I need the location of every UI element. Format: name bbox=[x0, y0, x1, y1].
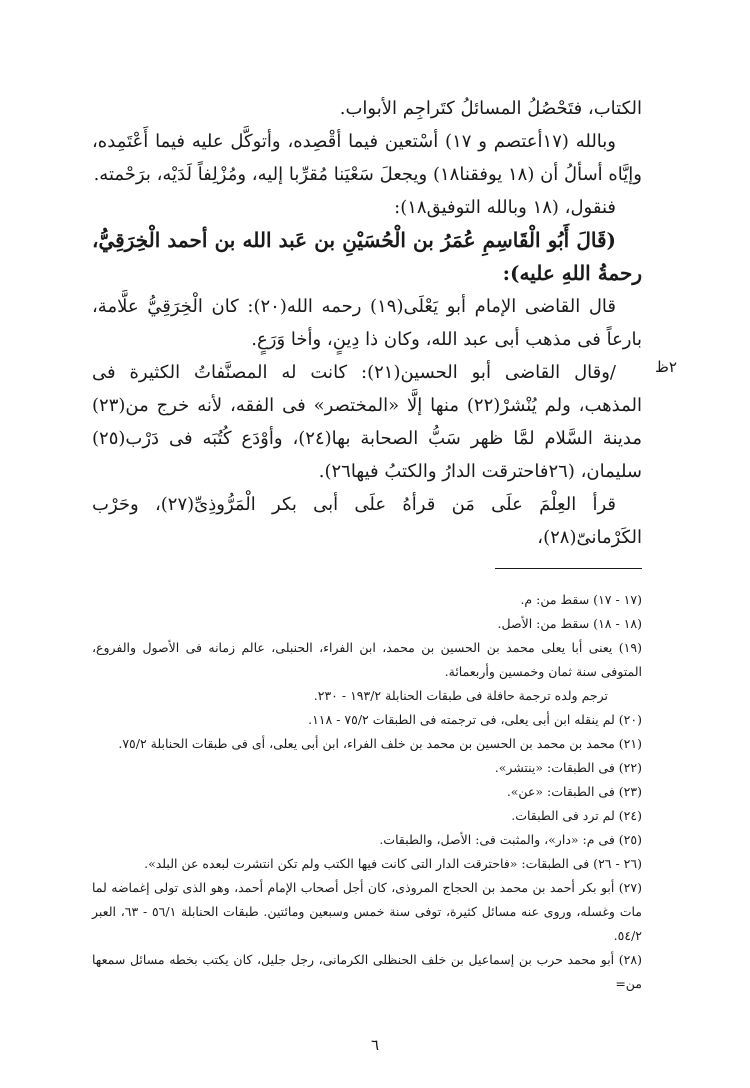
text-line-3: فنقول، (١٨ وبالله التوفيق١٨): bbox=[394, 197, 616, 218]
footnote: (٢١) محمد بن محمد بن الحسين بن محمد بن خلف الفراء، ابن أبى يعلى، أى فى طبقات الحنابلة ٧٥/٢. bbox=[118, 736, 642, 751]
main-text bbox=[92, 92, 642, 554]
footnote: (١٧ - ١٧) سقط من: م. bbox=[520, 592, 642, 607]
footnote: (٢٢) فى الطبقات: «ينتشر». bbox=[494, 760, 642, 775]
footnote: (٢٦ - ٢٦) فى الطبقات: «فاحترقت الدار التى كانت فيها الكتب ولم تكن انتشرت لبعده عن البلد». bbox=[144, 856, 642, 871]
footnote-divider bbox=[495, 568, 642, 569]
footnote: (٢٤) لم ترد فى الطبقات. bbox=[511, 808, 642, 823]
footnote: (٢٨) أبو محمد حرب بن إسماعيل بن خلف الحنظلى الكرمانى، رجل جليل، كان يكتب بخطه مسائل سمعها من= bbox=[92, 952, 642, 991]
footnote: (٢٣) فى الطبقات: «عن». bbox=[506, 784, 642, 799]
footnote-continuation: ترجم ولده ترجمة حافلة فى طبقات الحنابلة ١٩٣/٢ - ٢٣٠. bbox=[313, 688, 608, 703]
footnote: (٢٠) لم ينقله ابن أبى يعلى، فى ترجمته فى الطبقات ٧٥/٢ - ١١٨. bbox=[308, 712, 642, 727]
text-line-1: الكتاب، فتَحْصُلُ المسائلُ كتَراجِم الأبواب. bbox=[339, 98, 642, 119]
footnote: (٢٧) أبو بكر أحمد بن محمد بن الحجاج المروذى، كان أجل أصحاب الإمام أحمد، وهو الذى تولى إغماضه لما مات وغسله، وروى عنه مسائل كثيرة، توفى سنة خمس وسبعين ومائتين. طبقات الحنابلة ٥٦/١ - ٦٣، العبر ٥٤/٢. bbox=[92, 880, 642, 943]
footnote: (٢٥) فى م: «دار»، والمثبت فى: الأصل، والطبقات. bbox=[379, 832, 642, 847]
footnote: (١٩) يعنى أبا يعلى محمد بن الحسين بن محمد، ابن الفراء، الحنبلى، عالم زمانه فى الأصول والفروع، المتوفى سنة ثمان وخمسين وأربعمائة. bbox=[92, 640, 642, 679]
page-number: ٦ bbox=[370, 1036, 380, 1054]
paragraph-1: قال القاضى الإمام أبو يَعْلَى(١٩) رحمه الله(٢٠): كان الْخِرَقِيُّ علَّامة، بارعاً فى مذهب أبى عبد الله، وكان ذا دِينٍ، وأخا وَرَعٍ. bbox=[92, 296, 642, 350]
paragraph-2: /وقال القاضى أبو الحسين(٢١): كانت له المصنَّفاتُ الكثيرة فى المذهب، ولم يُنْشرْ(٢٢) منها إلَّا «المختصر» فى الفقه، لأنه خرج من(٢٣) مدينة السَّلام لمَّا ظهر سَبُّ الصحابة بها(٢٤)، وأوْدَع كُتُبَه فى دَرْب(٢٥) سليمان، (٢٦فاحترقت الدارُ والكتبُ فيها٢٦). bbox=[92, 362, 642, 482]
paragraph-3: قرأ العِلْمَ علَى مَن قرأهُ علَى أبى بكر الْمَرُّوذِىِّ(٢٧)، وحَرْب الكَرْمانىّ(٢٨)، bbox=[92, 494, 642, 548]
footnote: (١٨ - ١٨) سقط من: الأصل. bbox=[497, 616, 642, 631]
folio-margin-note: ٢ظ bbox=[655, 358, 677, 376]
footnotes bbox=[92, 588, 642, 996]
section-heading: (قَالَ أَبُو الْقَاسِمِ عُمَرُ بن الْحُسَيْنِ بن عَبد الله بن أحمد الْخِرَقِيُّ، رحمةُ اللهِ عليه): bbox=[92, 228, 642, 285]
text-line-2: وبالله (١٧أعتصم و ١٧) أسْتعين فيما أقْصِده، وأتوكَّل عليه فيما أَعْتَمِده، وإيَّاه أسألُ أن (١٨ يوفقنا١٨) ويجعلَ سَعْيَنا مُقرِّبا إليه، ومُزْلِفاً لَدَيْه، برَحْمته. bbox=[92, 131, 642, 185]
